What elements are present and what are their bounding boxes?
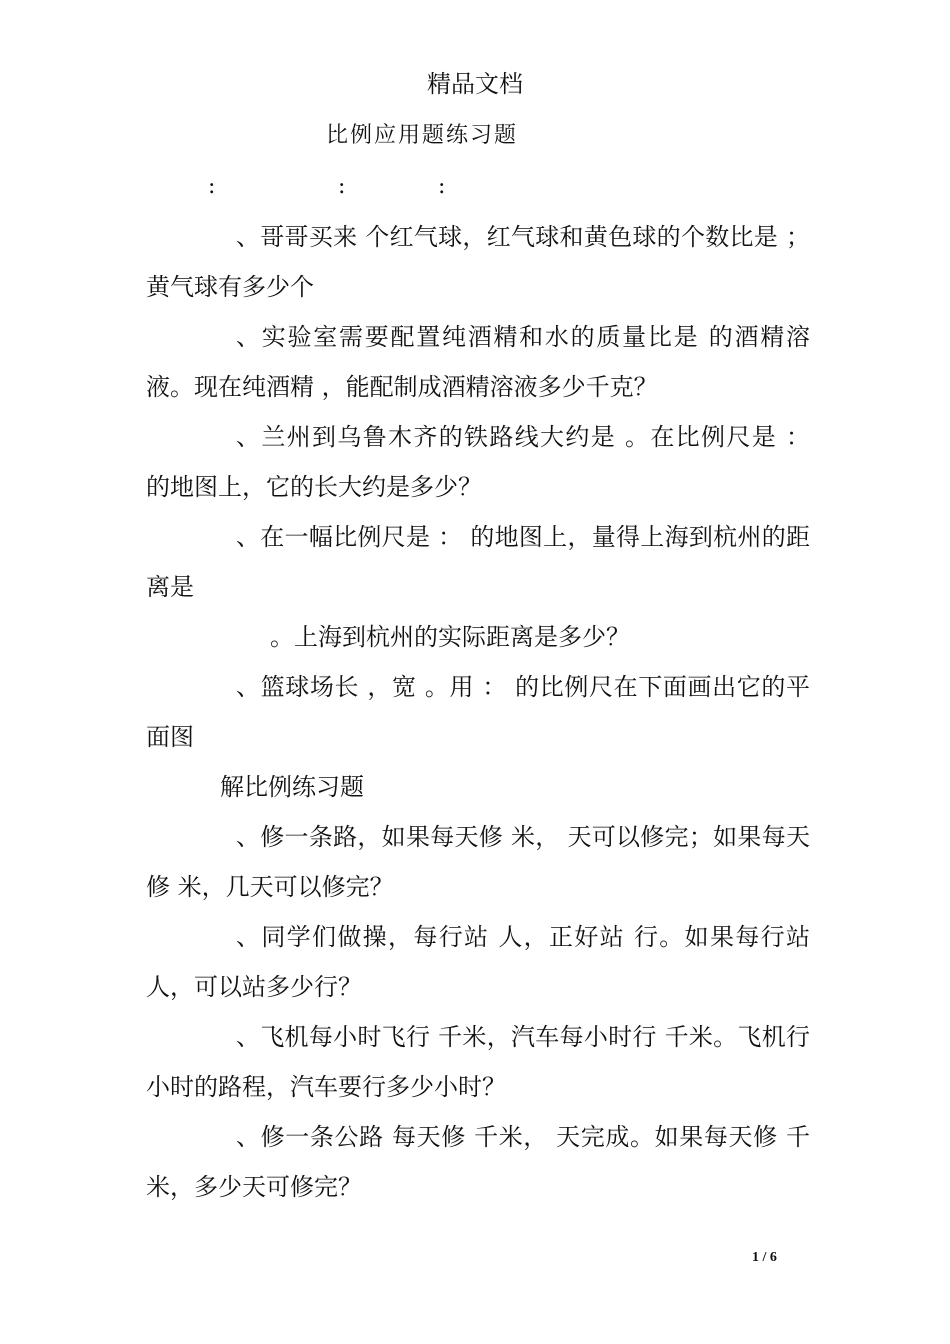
info-line bbox=[0, 174, 950, 204]
page-number: 1 / 6 bbox=[752, 1250, 777, 1265]
problem-4-continued: 。上海到杭州的实际距离是多少？ bbox=[270, 623, 630, 651]
document-body bbox=[146, 212, 810, 1212]
document-title: 比例应用题练习题 bbox=[326, 123, 519, 148]
problem-8: 、飞机每小时飞行 千米，汽车每小时行 千米。飞机行 小时的路程，汽车要行多少小时？ bbox=[146, 1023, 810, 1101]
info-colon-3: : bbox=[438, 174, 446, 199]
problem-1: 、哥哥买来 个红气球，红气球和黄色球的个数比是 ； 黄气球有多少个 bbox=[146, 223, 810, 301]
problem-9: 、修一条公路 每天修 千米， 天完成。如果每天修 千米，多少天可修完？ bbox=[146, 1123, 810, 1201]
problem-2: 、实验室需要配置纯酒精和水的质量比是 的酒精溶液。现在纯酒精 ，能配制成酒精溶液多少千克？ bbox=[146, 323, 810, 401]
problem-5: 、篮球场长 ，宽 。用 ： 的比例尺在下面画出它的平面图 bbox=[146, 673, 810, 751]
problem-6: 、修一条路，如果每天修 米， 天可以修完；如果每天修 米，几天可以修完？ bbox=[146, 823, 810, 901]
section-heading: 解比例练习题 bbox=[220, 773, 364, 801]
info-colon-2: : bbox=[338, 174, 346, 199]
info-colon-1: : bbox=[208, 174, 216, 199]
page-header: 精品文档 bbox=[427, 70, 523, 98]
problem-3: 、兰州到乌鲁木齐的铁路线大约是 。在比例尺是 ： 的地图上，它的长大约是多少？ bbox=[146, 423, 810, 501]
problem-7: 、同学们做操，每行站 人，正好站 行。如果每行站 人，可以站多少行？ bbox=[146, 923, 810, 1001]
problem-4: 、在一幅比例尺是 ： 的地图上，量得上海到杭州的距离是 bbox=[146, 523, 810, 601]
